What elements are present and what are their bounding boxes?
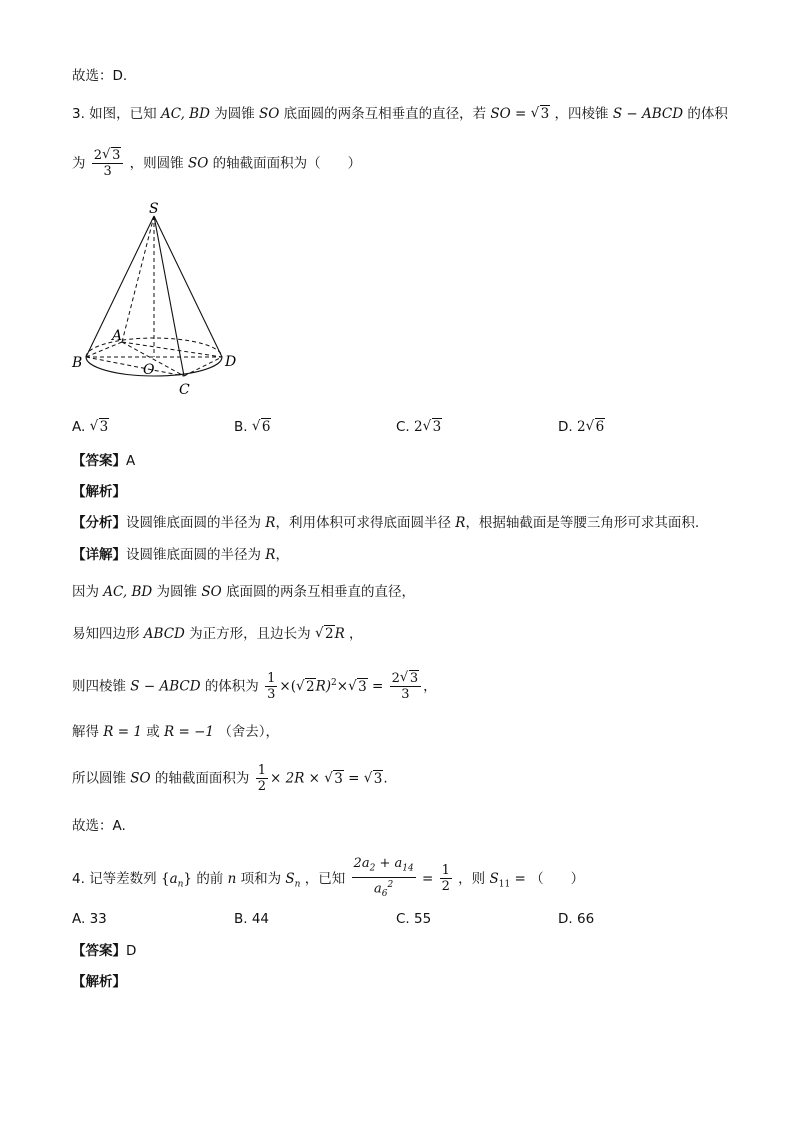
q3-math-so: SO <box>187 155 209 172</box>
math-period: . <box>383 770 388 787</box>
question-4-line <box>72 856 584 902</box>
q4-text: （ ） <box>530 870 585 887</box>
fraction-numerator: 1 <box>441 863 450 879</box>
sqrt-radicand: 3 <box>99 419 109 435</box>
q3-math-acbd: AC, BD <box>160 106 210 122</box>
label-O: O <box>143 362 155 378</box>
step-text: 为圆锥 <box>156 584 198 600</box>
label-A: A <box>112 328 123 344</box>
step-text: 易知四边形 <box>72 626 140 642</box>
sqrt-radicand: 3 <box>373 770 383 787</box>
math-R: R <box>265 547 276 563</box>
analysis-label: 【解析】 <box>72 484 126 500</box>
brace-close: } <box>183 870 193 887</box>
step-text: 则四棱锥 <box>72 678 126 695</box>
q4-option-c[interactable]: C. 55 <box>396 911 432 927</box>
math-n: n <box>227 870 237 887</box>
step-text: 所以圆锥 <box>72 770 126 787</box>
subscript: 14 <box>402 863 414 874</box>
fraction-numerator: 1 <box>267 671 276 686</box>
question-3-line-2 <box>72 148 361 179</box>
den-part: a <box>374 880 382 896</box>
fenxi-label: 【分析】 <box>72 515 126 531</box>
q4-option-a[interactable]: A. 33 <box>72 911 107 927</box>
q3-text: 底面圆的两条互相垂直的直径，若 <box>283 106 487 122</box>
fraction-denominator: 3 <box>267 687 276 702</box>
fraction-denominator: 3 <box>103 164 112 179</box>
step-text: 为正方形，且边长为 <box>189 626 311 642</box>
num-part: 2a <box>353 856 370 871</box>
math-so: SO <box>201 584 222 600</box>
math-op: = <box>348 770 360 787</box>
q3-analysis-header <box>72 482 126 502</box>
sqrt <box>252 417 272 437</box>
sqrt-3 <box>102 148 121 163</box>
q3-text: 3. 如图，已知 <box>72 106 157 122</box>
fenxi-text: ，根据轴截面是等腰三角形可求其面积. <box>465 515 700 531</box>
sqrt-2 <box>315 624 335 644</box>
previous-answer-text: 故选：D. <box>72 68 128 84</box>
xiangjie-text: 设圆锥底面圆的半径为 <box>126 547 261 563</box>
math-so: SO <box>130 770 151 787</box>
sqrt-3 <box>531 104 551 124</box>
fraction-one-half <box>256 763 268 794</box>
side-BC <box>86 357 184 376</box>
q3-text: 为圆锥 <box>214 106 255 122</box>
q3-answer-line <box>72 451 135 471</box>
subscript: 6 <box>381 888 388 899</box>
math-op: × <box>336 678 349 695</box>
brace-open: { <box>160 870 170 887</box>
label-D: D <box>225 354 237 370</box>
q4-text: 4. 记等差数列 <box>72 870 157 887</box>
sqrt-radicand: 2 <box>324 626 334 642</box>
fraction-denominator: 3 <box>401 687 410 702</box>
fraction-2sqrt3-over-3 <box>390 671 422 702</box>
q3-text: ，四棱锥 <box>554 106 609 122</box>
math-a: a <box>169 870 178 887</box>
q4-text: ，则 <box>458 870 486 887</box>
q3-math-sabcd: S − ABCD <box>612 106 684 122</box>
fenxi-text: ，利用体积可求得底面圆半径 <box>275 515 451 531</box>
q3-math-so-eq: SO = <box>490 106 527 122</box>
q4-text: 的前 <box>196 870 224 887</box>
option-coef: 2 <box>414 419 423 435</box>
step-text: 的体积为 <box>204 678 259 695</box>
sqrt-radicand: 3 <box>358 678 367 695</box>
q3-option-b[interactable] <box>234 417 271 437</box>
answer-label: 【答案】 <box>72 453 126 469</box>
sqrt-3 <box>348 672 368 702</box>
q3-option-a[interactable] <box>72 417 109 437</box>
q4-answer-line <box>72 941 136 961</box>
xiangjie-label: 【详解】 <box>72 547 126 563</box>
sqrt-radicand: 3 <box>540 106 550 122</box>
q3-text: 的体积 <box>687 106 728 122</box>
subscript: n <box>177 879 184 890</box>
sqrt <box>90 417 110 437</box>
math-acbd: AC, BD <box>103 584 153 600</box>
fraction-coef: 2 <box>391 671 400 686</box>
math-R: R <box>455 515 466 531</box>
edge-SC <box>154 216 184 376</box>
fraction-q4-condition <box>352 856 416 902</box>
sqrt <box>586 417 606 437</box>
answer-value: D <box>126 943 137 959</box>
sqrt-radicand: 6 <box>261 419 271 435</box>
step-5 <box>72 763 388 794</box>
step-text: 的轴截面面积为 <box>154 770 250 787</box>
sqrt-radicand: 6 <box>595 419 605 435</box>
sqrt-radicand: 3 <box>112 148 121 163</box>
q4-option-b[interactable]: B. 44 <box>234 911 270 927</box>
q3-conclusion <box>72 816 126 836</box>
q3-option-d[interactable] <box>558 417 605 437</box>
q3-text: ，则圆锥 <box>129 155 184 172</box>
sqrt-3 <box>324 764 344 794</box>
math-sabcd: S − ABCD <box>130 678 201 695</box>
math-S: S <box>285 870 295 887</box>
step-1 <box>72 582 415 602</box>
q3-fenxi-line <box>72 513 699 533</box>
q3-text: 的轴截面面积为（ ） <box>212 155 362 172</box>
label-S: S <box>149 201 159 217</box>
math-r-eq1: R = 1 <box>103 724 142 740</box>
math-R: R <box>334 626 345 642</box>
exponent: 2 <box>331 678 337 688</box>
option-letter: D. <box>558 419 573 435</box>
fraction-2sqrt3-over-3 <box>92 148 124 179</box>
math-op: = <box>371 678 384 695</box>
answer-label: 【答案】 <box>72 943 126 959</box>
label-C: C <box>179 382 190 398</box>
math-abcd: ABCD <box>143 626 185 642</box>
sqrt-radicand: 2 <box>305 678 315 695</box>
previous-answer-line <box>72 66 127 86</box>
step-text: ， <box>349 626 363 642</box>
q4-analysis-header <box>72 972 126 992</box>
sqrt-3 <box>400 671 419 686</box>
cone-figure <box>70 200 250 400</box>
fraction-denominator <box>352 878 416 902</box>
fraction-coef: 2 <box>93 148 103 163</box>
fraction-denominator: 2 <box>257 779 266 794</box>
math-R-paren: R) <box>315 678 332 695</box>
q4-option-d[interactable]: D. 66 <box>558 911 595 927</box>
step-4 <box>72 722 279 742</box>
fenxi-text: 设圆锥底面圆的半径为 <box>126 515 261 531</box>
sqrt-radicand: 3 <box>409 671 419 686</box>
fraction-numerator: 1 <box>257 763 266 778</box>
question-3-line-1 <box>72 104 728 124</box>
q3-option-c[interactable] <box>396 417 442 437</box>
option-letter: C. <box>396 419 410 435</box>
answer-value: A <box>126 453 136 469</box>
edge-SA <box>122 216 154 342</box>
q3-text: 为 <box>72 155 86 172</box>
exponent: 2 <box>387 879 394 890</box>
sqrt <box>423 417 443 437</box>
subscript: n <box>294 879 301 890</box>
math-S: S <box>489 870 499 887</box>
option-letter: B. <box>234 419 248 435</box>
fraction-numerator <box>352 856 416 878</box>
option-letter: A. <box>72 419 86 435</box>
q4-text: ，已知 <box>304 870 346 887</box>
step-2 <box>72 624 363 644</box>
math-area-mid: × 2R × <box>270 770 320 787</box>
math-op: = <box>421 870 434 887</box>
step-text: 或 <box>146 724 160 740</box>
step-text: 因为 <box>72 584 99 600</box>
step-text: 底面圆的两条互相垂直的直径， <box>225 584 415 600</box>
subscript: 2 <box>369 863 376 874</box>
label-B: B <box>72 355 83 371</box>
step-text: （舍去）， <box>218 724 280 740</box>
math-op: ×( <box>279 678 296 695</box>
step-text: 解得 <box>72 724 99 740</box>
step-3 <box>72 668 437 702</box>
sqrt-3 <box>364 764 384 794</box>
math-r-eq2: R = −1 <box>164 724 215 740</box>
sqrt-radicand: 3 <box>334 770 343 787</box>
fraction-one-third <box>265 671 277 702</box>
fraction-one-half <box>440 863 452 894</box>
subscript: 11 <box>498 879 511 890</box>
option-coef: 2 <box>576 419 586 435</box>
conclusion-text: 故选：A. <box>72 818 126 834</box>
sqrt-radicand: 3 <box>432 419 442 435</box>
xiangjie-text: ， <box>275 547 289 563</box>
edge-SD <box>154 216 222 357</box>
fraction-numerator <box>390 671 422 687</box>
fraction-numerator <box>92 148 124 164</box>
analysis-label: 【解析】 <box>72 974 126 990</box>
num-part: + a <box>375 856 403 871</box>
q3-xiangjie-line <box>72 545 289 565</box>
q3-math-so: SO <box>259 106 280 122</box>
math-R: R <box>265 515 276 531</box>
math-op: = <box>514 870 526 887</box>
fraction-denominator: 2 <box>441 879 450 895</box>
step-text: ， <box>423 678 437 695</box>
q4-text: 项和为 <box>240 870 282 887</box>
sqrt-2 <box>296 672 316 702</box>
